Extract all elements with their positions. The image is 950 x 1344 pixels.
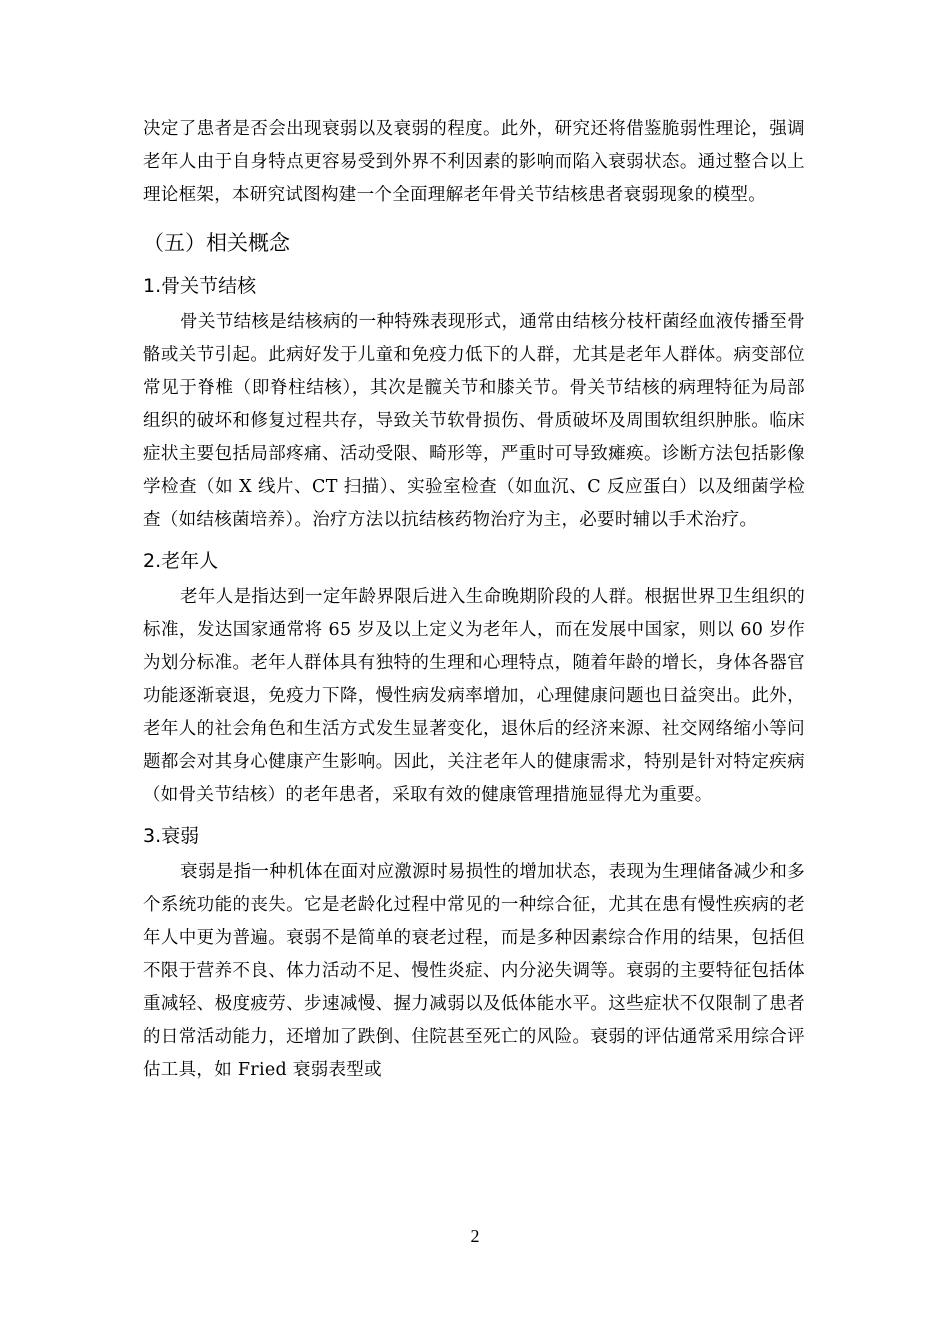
page-number: 2 [470, 1226, 480, 1246]
concept-heading-elderly: 2.老年人 [143, 550, 219, 572]
document-page [143, 113, 805, 1087]
concept-body-bone-tuberculosis: 骨关节结核是结核病的一种特殊表现形式，通常由结核分枝杆菌经血液传播至骨骼或关节引起。此病好发于儿童和免疫力低下的人群，尤其是老年人群体。病变部位常见于脊椎（即脊柱结核），其次是髋关节和膝关节。骨关节结核的病理特征为局部组织的破坏和修复过程共存，导致关节软骨损伤、骨质破坏及周围软组织肿胀。临床症状主要包括局部疼痛、活动受限、畸形等，严重时可导致瘫痪。诊断方法包括影像学检查（如 X 线片、CT 扫描）、实验室检查（如血沉、C 反应蛋白）以及细菌学检查（如结核菌培养）。治疗方法以抗结核药物治疗为主，必要时辅以手术治疗。 [143, 312, 805, 530]
concept-body-frailty: 衰弱是指一种机体在面对应激源时易损性的增加状态，表现为生理储备减少和多个系统功能的丧失。它是老龄化过程中常见的一种综合征，尤其在患有慢性疾病的老年人中更为普遍。衰弱不是简单的衰老过程，而是多种因素综合作用的结果，包括但不限于营养不良、体力活动不足、慢性炎症、内分泌失调等。衰弱的主要特征包括体重减轻、极度疲劳、步速减慢、握力减弱以及低体能水平。这些症状不仅限制了患者的日常活动能力，还增加了跌倒、住院甚至死亡的风险。衰弱的评估通常采用综合评估工具，如 Fried 衰弱表型或 [143, 862, 805, 1080]
section-heading: （五）相关概念 [143, 231, 290, 255]
concept-heading-frailty: 3.衰弱 [143, 825, 200, 847]
concept-body-elderly: 老年人是指达到一定年龄界限后进入生命晚期阶段的人群。根据世界卫生组织的标准，发达国家通常将 65 岁及以上定义为老年人，而在发展中国家，则以 60 岁作为划分标准。老年人群体具有独特的生理和心理特点，随着年龄的增长，身体各器官功能逐渐衰退，免疫力下降，慢性病发病率增加，心理健康问题也日益突出。此外，老年人的社会角色和生活方式发生显著变化，退休后的经济来源、社交网络缩小等问题都会对其身心健康产生影响。因此，关注老年人的健康需求，特别是针对特定疾病（如骨关节结核）的老年患者，采取有效的健康管理措施显得尤为重要。 [143, 587, 805, 805]
intro-paragraph: 决定了患者是否会出现衰弱以及衰弱的程度。此外，研究还将借鉴脆弱性理论，强调老年人由于自身特点更容易受到外界不利因素的影响而陷入衰弱状态。通过整合以上理论框架，本研究试图构建一个全面理解老年骨关节结核患者衰弱现象的模型。 [143, 119, 805, 205]
concept-heading-bone-tuberculosis: 1.骨关节结核 [143, 275, 257, 297]
